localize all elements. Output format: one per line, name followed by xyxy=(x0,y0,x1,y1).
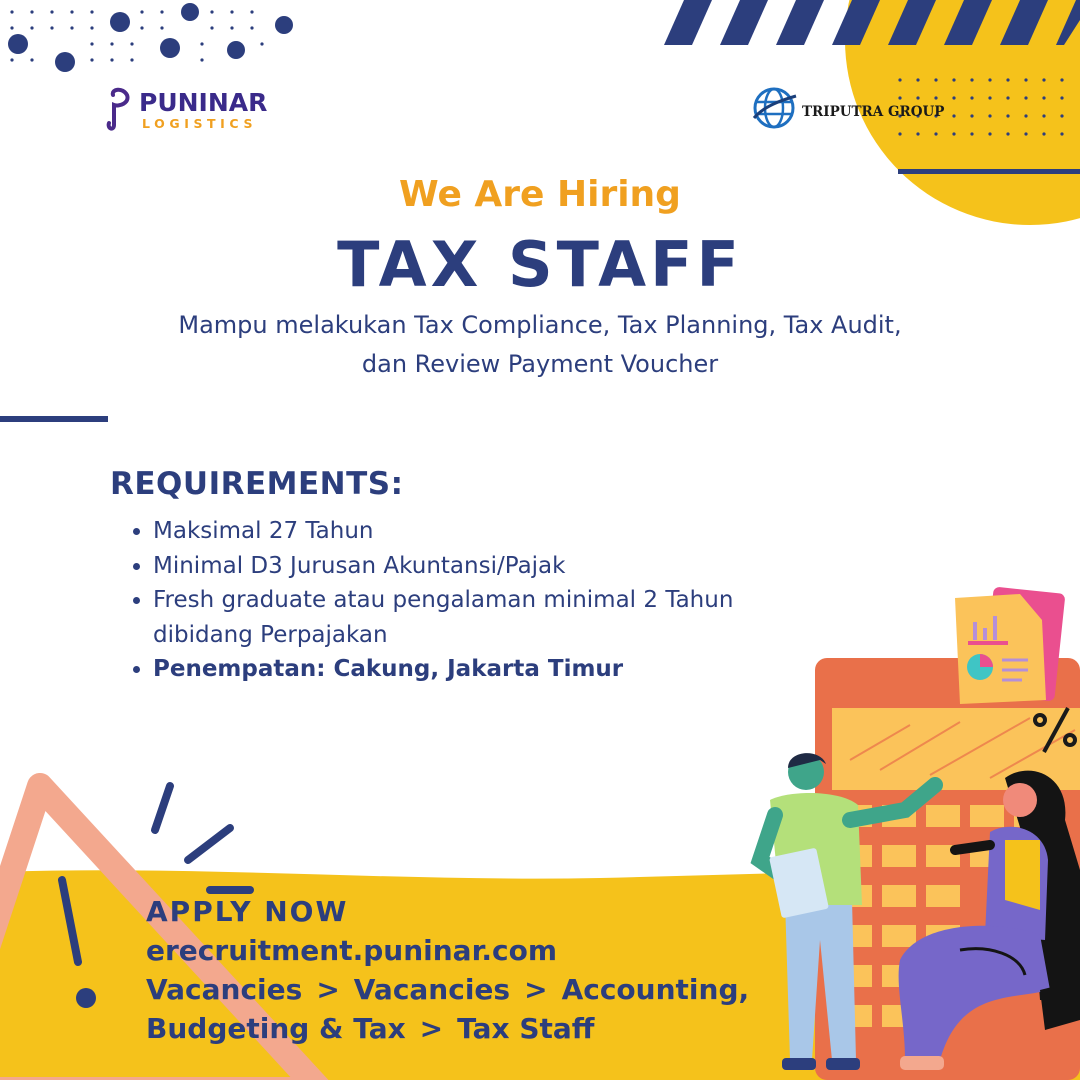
requirements-heading: REQUIREMENTS: xyxy=(110,466,404,502)
job-description: Mampu melakukan Tax Compliance, Tax Planning, Tax Audit, dan Review Payment Voucher xyxy=(178,311,902,378)
breadcrumb-item: Accounting, Budgeting & Tax xyxy=(146,973,750,1045)
breadcrumb-item: Tax Staff xyxy=(457,1012,595,1045)
requirement-item: • Maksimal 27 Tahun xyxy=(153,514,793,549)
apply-block xyxy=(146,892,786,1048)
apply-url-link[interactable]: erecruitment.puninar.com xyxy=(146,934,558,967)
breadcrumb-item: Vacancies xyxy=(353,973,511,1006)
hiring-kicker: We Are Hiring xyxy=(399,174,681,215)
chevron-right-icon: > xyxy=(419,1012,444,1045)
puninar-wordmark: PUNINAR xyxy=(139,88,268,117)
apply-now-label: APPLY NOW xyxy=(146,895,349,928)
requirement-item: • Fresh graduate atau pengalaman minimal 2 Tahun dibidang Perpajakan xyxy=(153,583,793,652)
chevron-right-icon: > xyxy=(316,973,340,1006)
triputra-wordmark: TRIPUTRA GROUP xyxy=(802,104,945,120)
left-divider-bar xyxy=(0,416,108,422)
puninar-subtitle: LOGISTICS xyxy=(142,116,258,131)
breadcrumb-item: Vacancies xyxy=(146,973,303,1006)
triputra-logo xyxy=(752,86,952,132)
triputra-logo-mark xyxy=(752,86,952,132)
globe-icon xyxy=(754,89,796,127)
job-title: TAX STAFF xyxy=(337,228,743,301)
requirement-item: • Minimal D3 Jurusan Akuntansi/Pajak xyxy=(153,549,793,584)
requirement-item-location: • Penempatan: Cakung, Jakarta Timur xyxy=(153,652,793,687)
requirements-list xyxy=(112,514,793,687)
dot-grid-left xyxy=(8,3,293,72)
puninar-logo-mark xyxy=(105,85,295,135)
chevron-right-icon: > xyxy=(524,973,548,1006)
puninar-logo xyxy=(105,85,295,135)
apply-breadcrumb xyxy=(146,970,776,1048)
